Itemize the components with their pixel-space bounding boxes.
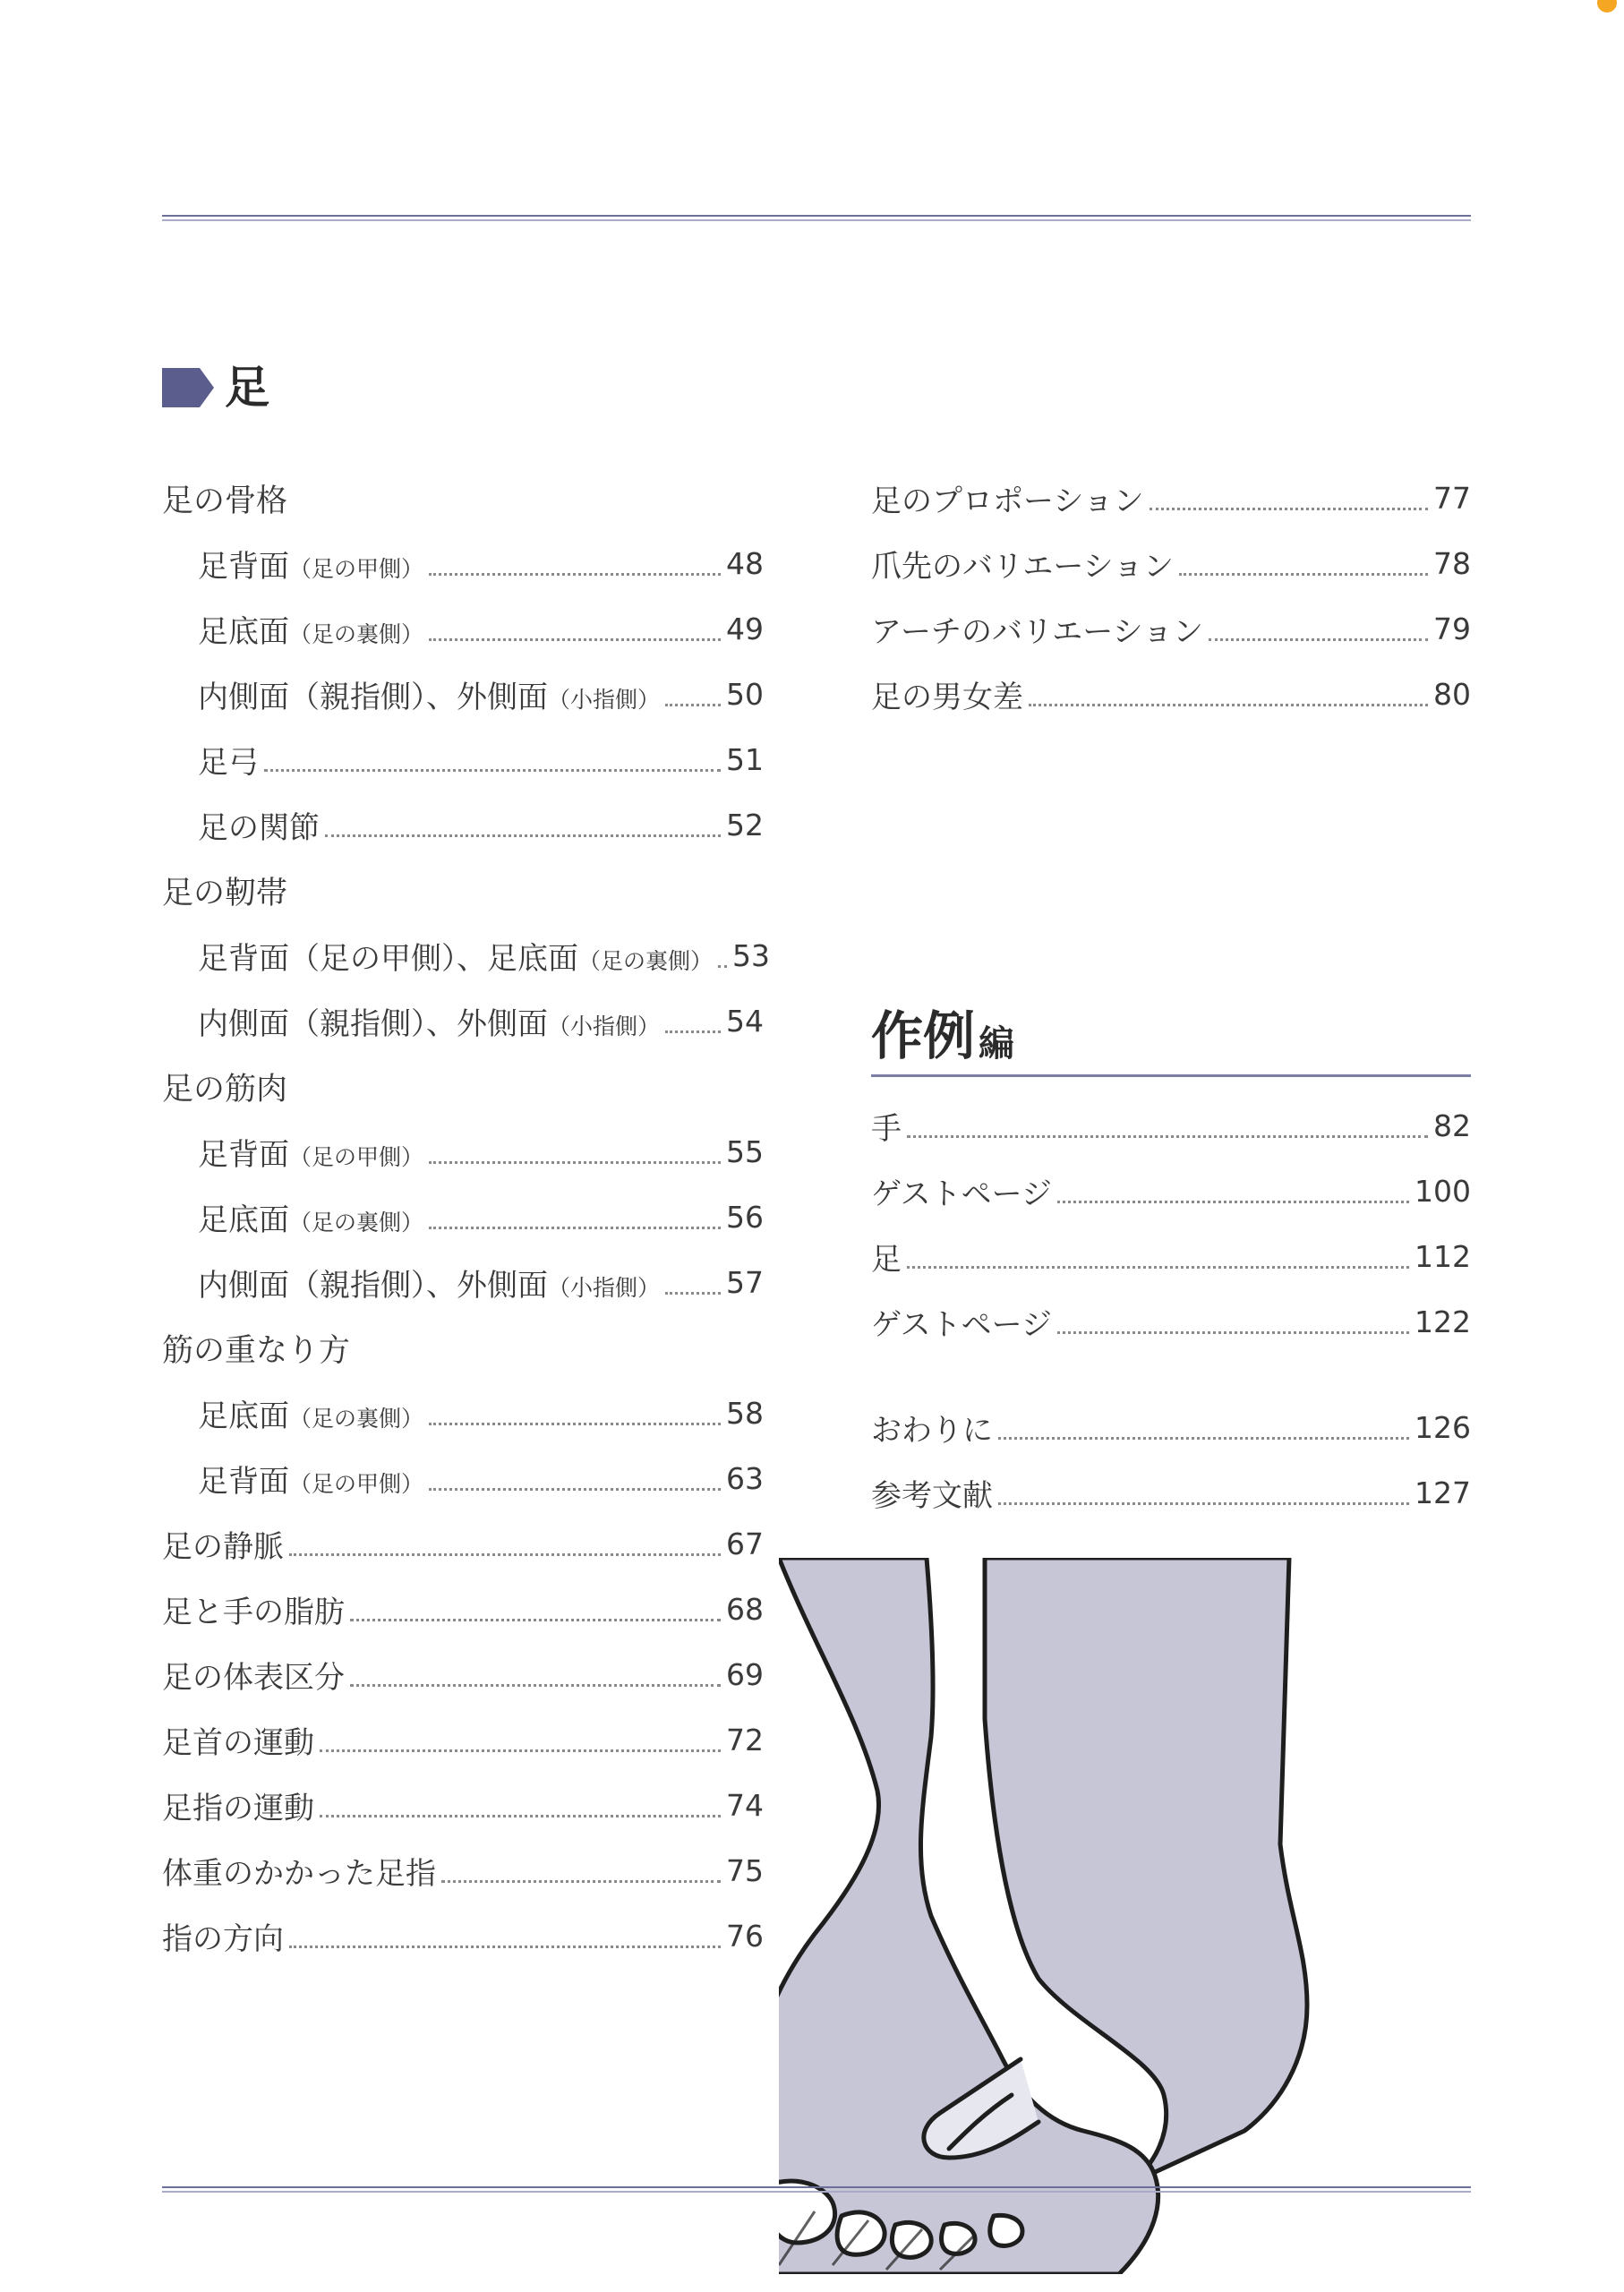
toc-entry-title: 足の男女差 (871, 680, 1023, 715)
toc-page-number: 126 (1415, 1410, 1471, 1445)
toc-entry-title: アーチのバリエーション (871, 614, 1203, 650)
dot-leader (320, 1749, 721, 1752)
toc-entry-label (162, 1587, 345, 1631)
toc-entry-label (162, 476, 287, 521)
works-title-suffix: 編 (979, 1022, 1015, 1065)
toc-entry-label (871, 672, 1023, 716)
dot-leader (907, 1266, 1409, 1269)
toc-entry-title: 爪先のバリエーション (871, 549, 1174, 585)
corner-dot (1597, 0, 1617, 13)
dot-leader (1179, 573, 1428, 576)
toc-entry[interactable] (162, 1184, 764, 1250)
toc-entry-title: 足の骨格 (162, 483, 288, 519)
toc-page-number: 48 (726, 546, 764, 581)
toc-entry-title: 足 (871, 1242, 902, 1278)
dot-leader (429, 638, 721, 641)
toc-entry-title: 足底面 (198, 1202, 289, 1238)
toc-page-number: 77 (1433, 481, 1471, 516)
top-rule (162, 215, 1471, 220)
toc-entry-label (162, 1653, 345, 1697)
toc-page-number: 50 (726, 677, 764, 712)
dot-leader (441, 1880, 721, 1883)
toc-entry-title: 足背面 (198, 1464, 289, 1500)
toc-entry-label (162, 1718, 314, 1762)
dot-leader (289, 1946, 721, 1948)
toc-heading (162, 1054, 764, 1119)
dot-leader (429, 1227, 721, 1229)
dot-leader (1150, 508, 1428, 510)
toc-entry[interactable] (162, 988, 764, 1054)
dot-leader (429, 1161, 721, 1164)
toc-entry[interactable] (162, 1642, 764, 1707)
toc-entry-title: 足と手の脂肪 (162, 1595, 345, 1630)
toc-entry[interactable] (162, 1381, 764, 1446)
toc-entry-label (871, 1300, 1052, 1344)
dot-leader (320, 1815, 721, 1817)
toc-entry-title: 足背面（足の甲側）、足底面 (198, 941, 578, 977)
toc-entry[interactable] (162, 1577, 764, 1642)
toc-entry-title: 足背面 (198, 1137, 289, 1173)
toc-entry-title: 内側面（親指側）、外側面 (198, 1268, 548, 1304)
dot-leader (665, 1292, 721, 1295)
toc-entry-label (198, 1195, 423, 1239)
toc-entry-label (198, 999, 660, 1043)
toc-entry-label (871, 1406, 993, 1450)
works-list (871, 1093, 1471, 1355)
toc-entry[interactable] (871, 531, 1471, 596)
toc-page-number: 49 (726, 611, 764, 646)
dot-leader (1057, 1331, 1409, 1334)
toc-entry-label (162, 1065, 287, 1109)
toc-entry-note: （足の甲側） (289, 1144, 424, 1170)
toc-entry-label (871, 1471, 993, 1515)
toc-page-number: 122 (1415, 1304, 1471, 1339)
dot-leader (907, 1135, 1428, 1138)
toc-entry[interactable] (162, 792, 764, 858)
toc-entry-note: （小指側） (548, 1013, 661, 1039)
toc-entry-label (871, 1104, 902, 1148)
toc-entry-title: 足首の運動 (162, 1725, 314, 1761)
toc-entry-note: （足の裏側） (289, 1406, 424, 1432)
toc-page-number: 79 (1433, 611, 1471, 646)
toc-right-column (871, 466, 1471, 727)
toc-page-number: 82 (1433, 1108, 1471, 1143)
toc-page-number: 72 (726, 1723, 764, 1757)
toc-entry-label (871, 1169, 1052, 1213)
dot-leader (1209, 638, 1428, 641)
toc-entry-title: 足の体表区分 (162, 1660, 345, 1696)
toc-entry-title: 参考文献 (871, 1478, 993, 1514)
toc-entry-label (162, 1522, 284, 1566)
toc-entry-label (198, 1261, 660, 1304)
toc-entry[interactable] (871, 466, 1471, 531)
toc-page-number: 78 (1433, 546, 1471, 581)
dot-leader (350, 1619, 721, 1621)
toc-entry-note: （小指側） (548, 687, 661, 713)
toc-entry-label (198, 607, 423, 651)
toc-entry-title: ゲストページ (871, 1176, 1052, 1212)
toc-entry-title: 足の靭帯 (162, 875, 288, 911)
toc-entry[interactable] (162, 727, 764, 792)
toc-page-number: 55 (726, 1134, 764, 1169)
toc-page-number: 56 (726, 1200, 764, 1235)
toc-entry[interactable] (162, 1707, 764, 1773)
toc-entry-title: 内側面（親指側）、外側面 (198, 1006, 548, 1042)
toc-entry[interactable] (871, 1093, 1471, 1159)
toc-entry-title: おわりに (871, 1413, 993, 1449)
dot-leader (289, 1553, 721, 1556)
toc-page-number: 112 (1415, 1239, 1471, 1274)
toc-heading (162, 858, 764, 923)
dot-leader (350, 1684, 721, 1687)
toc-heading (162, 466, 764, 531)
toc-page-number: 69 (726, 1657, 764, 1692)
toc-entry-title: 足の筋肉 (162, 1071, 288, 1108)
dot-leader (665, 704, 721, 706)
dot-leader (998, 1502, 1409, 1505)
toc-entry-note: （足の裏側） (289, 621, 424, 647)
toc-entry-label (198, 738, 259, 782)
dot-leader (998, 1437, 1409, 1440)
toc-left-column (162, 466, 771, 1969)
works-title (871, 1005, 1471, 1077)
toc-entry-label (871, 476, 1144, 520)
toc-entry-note: （足の甲側） (289, 1471, 424, 1497)
toc-entry[interactable] (162, 531, 764, 596)
toc-entry-label (162, 1849, 436, 1893)
toc-entry[interactable] (162, 1838, 764, 1903)
toc-page-number: 80 (1433, 677, 1471, 712)
toc-entry-title: 足指の運動 (162, 1791, 314, 1826)
toc-entry-title: ゲストページ (871, 1307, 1052, 1343)
toc-entry[interactable] (162, 1250, 764, 1315)
toc-page-number: 67 (726, 1527, 764, 1561)
toc-heading (162, 1315, 764, 1381)
toc-entry-label (198, 803, 320, 847)
toc-final-column (871, 1395, 1471, 1526)
bottom-rule (162, 2186, 1471, 2192)
toc-entry-title: 指の方向 (162, 1921, 284, 1957)
toc-entry-title: 足背面 (198, 549, 289, 585)
toc-page-number: 74 (726, 1788, 764, 1823)
dot-leader (665, 1031, 721, 1033)
toc-entry-title: 体重のかかった足指 (162, 1856, 436, 1892)
works-section (871, 1005, 1471, 1355)
toc-page-number: 100 (1415, 1174, 1471, 1209)
toc-entry-note: （足の裏側） (578, 948, 714, 974)
toc-entry[interactable] (162, 1773, 764, 1838)
toc-entry-label (198, 1130, 423, 1174)
toc-page-number: 58 (726, 1396, 764, 1431)
toc-entry[interactable] (162, 1119, 764, 1184)
toc-entry[interactable] (871, 1395, 1471, 1460)
toc-page-number: 52 (726, 808, 764, 842)
toc-page-number: 57 (726, 1265, 764, 1300)
toc-entry-note: （小指側） (548, 1275, 661, 1301)
section-label: 足 (225, 361, 269, 414)
dot-leader (429, 1488, 721, 1491)
dot-leader (429, 573, 721, 576)
toc-page-number: 51 (726, 742, 764, 777)
toc-entry-note: （足の甲側） (289, 556, 424, 582)
toc-page-number: 63 (726, 1461, 764, 1496)
dot-leader (325, 834, 721, 837)
toc-page-number: 76 (726, 1919, 764, 1954)
toc-entry-label (871, 542, 1174, 586)
toc-entry-title: 足の関節 (198, 810, 320, 846)
toc-entry[interactable] (871, 1159, 1471, 1224)
toc-entry-label (198, 934, 713, 978)
toc-entry-label (198, 1391, 423, 1435)
toc-page-number: 53 (732, 938, 771, 973)
toc-entry[interactable] (162, 1446, 764, 1511)
toc-entry-title: 足の静脈 (162, 1529, 284, 1565)
dot-leader (429, 1423, 721, 1425)
toc-entry-label (162, 868, 287, 913)
toc-entry-title: 筋の重なり方 (162, 1332, 351, 1369)
toc-entry[interactable] (871, 1460, 1471, 1526)
section-marker-icon (162, 368, 214, 407)
toc-entry-label (871, 1235, 902, 1279)
toc-entry-label (198, 1457, 423, 1501)
toc-entry-title: 足弓 (198, 745, 259, 781)
toc-entry-title: 手 (871, 1111, 902, 1147)
foot-illustration (779, 1558, 1495, 2274)
toc-page-number: 68 (726, 1592, 764, 1627)
toc-entry-label (198, 672, 660, 716)
toc-entry-title: 足のプロポーション (871, 483, 1144, 519)
toc-entry-label (198, 542, 423, 586)
toc-entry[interactable] (162, 923, 771, 988)
toc-entry[interactable] (162, 596, 764, 662)
toc-entry[interactable] (871, 1289, 1471, 1355)
toc-page-number: 127 (1415, 1475, 1471, 1510)
toc-page-number: 75 (726, 1853, 764, 1888)
toc-entry-label (162, 1914, 284, 1958)
toc-entry-title: 内側面（親指側）、外側面 (198, 680, 548, 715)
toc-entry[interactable] (162, 1511, 764, 1577)
toc-page-number: 54 (726, 1004, 764, 1039)
toc-entry-label (871, 607, 1203, 651)
toc-entry[interactable] (162, 662, 764, 727)
toc-entry[interactable] (162, 1903, 764, 1969)
dot-leader (1057, 1201, 1409, 1203)
toc-entry[interactable] (871, 1224, 1471, 1289)
toc-entry-label (162, 1326, 350, 1371)
dot-leader (1029, 704, 1428, 706)
section-title (162, 361, 269, 414)
toc-entry-title: 足底面 (198, 614, 289, 650)
dot-leader (264, 769, 721, 772)
toc-entry-label (162, 1783, 314, 1827)
toc-entry[interactable] (871, 596, 1471, 662)
works-title-main: 作例 (871, 1005, 976, 1066)
dot-leader (718, 965, 727, 968)
toc-entry-title: 足底面 (198, 1398, 289, 1434)
toc-entry-note: （足の裏側） (289, 1210, 424, 1236)
toc-entry[interactable] (871, 662, 1471, 727)
